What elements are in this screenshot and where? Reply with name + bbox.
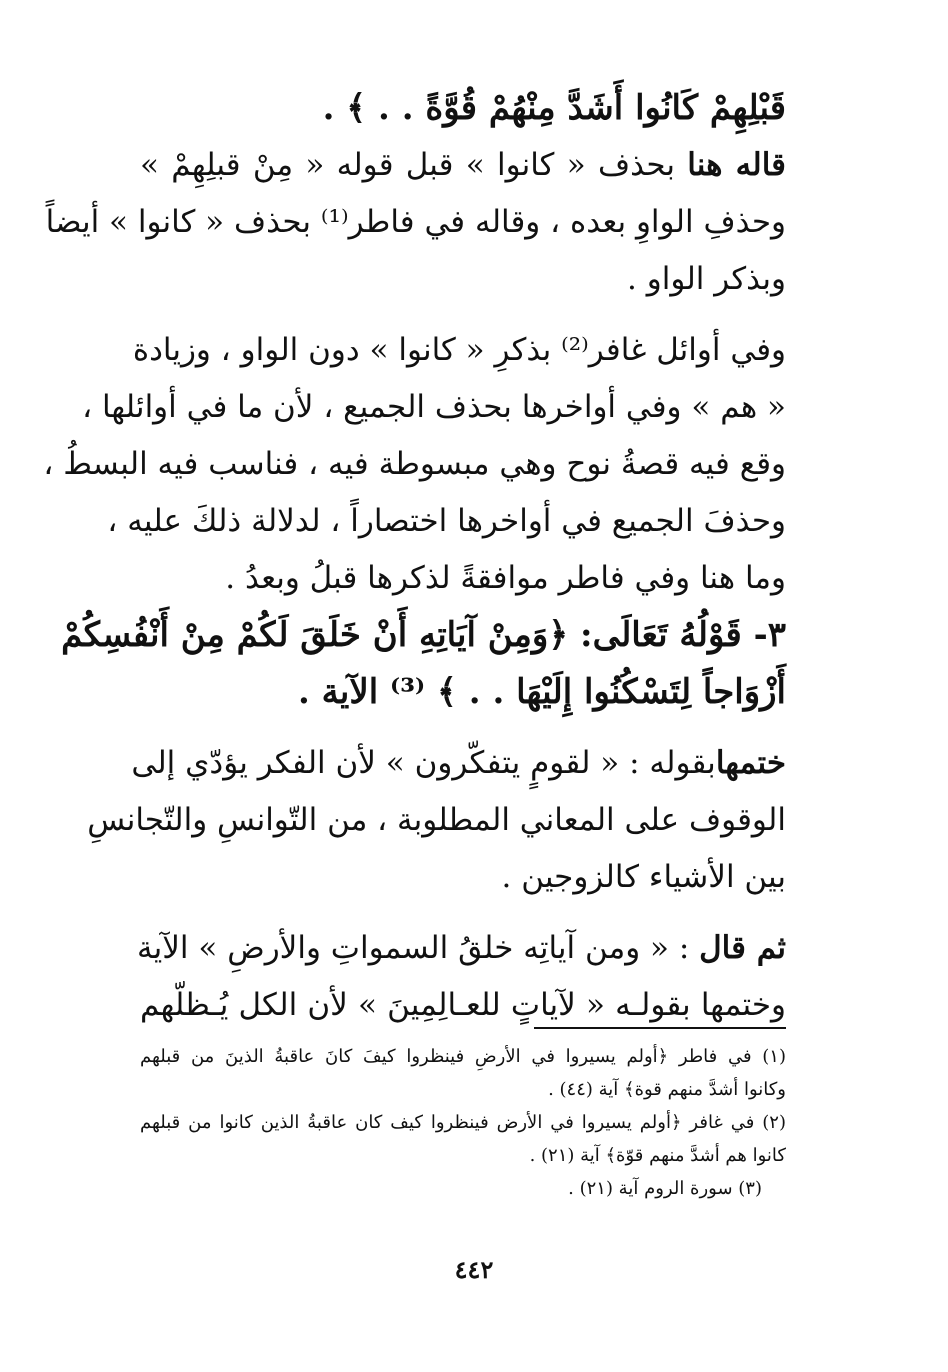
page-number: ٤٤٢ bbox=[454, 1255, 494, 1284]
text-line bbox=[140, 137, 786, 194]
text-line bbox=[131, 735, 786, 792]
text-segment: بحذف « كانوا » قبل قوله « مِنْ قبلِهِمْ » bbox=[140, 147, 676, 183]
text-line: وفي أوائل غافر⁽²⁾ بذكرِ « كانوا » دون الواو ، وزيادة bbox=[132, 332, 786, 368]
text-line: وقع فيه قصةُ نوح وهي مبسوطة فيه ، فناسب فيه البسطُ ، bbox=[43, 446, 786, 482]
text-line bbox=[137, 920, 786, 977]
text-line: وختمها بقولـه « لآياتٍ للعـالِمِينَ » لأن الكل يُـظلّهم bbox=[140, 987, 786, 1023]
footnote-line: كانوا هم أشدَّ منهم قوّة﴾ آية (٢١) . bbox=[529, 1145, 786, 1166]
footnote-divider bbox=[534, 1027, 786, 1029]
footnote-line: (٣) سورة الروم آية (٢١) . bbox=[568, 1178, 762, 1199]
lead-word: قاله هنا bbox=[687, 147, 786, 183]
main-text bbox=[43, 80, 786, 1034]
text-line: وحذفَ الجميع في أواخرها اختصاراً ، لدلالة ذلكَ عليه ، bbox=[107, 503, 786, 539]
footnote-line: (٢) في غافر ﴿أولم يسيروا في الأرض فينظروا كيف كان عاقبةُ الذين كانوا من قبلهم bbox=[140, 1112, 786, 1133]
footnotes bbox=[140, 1040, 786, 1205]
verse-line: ٣- قَوْلُهُ تَعَالَى: ﴿وَمِنْ آيَاتِهِ أَنْ خَلَقَ لَكُمْ مِنْ أَنْفُسِكُمْ bbox=[61, 615, 786, 655]
text-line: الوقوف على المعاني المطلوبة ، من التّوانسِ والتّجانسِ bbox=[87, 802, 786, 838]
footnote-line: وكانوا أشدَّ منهم قوة﴾ آية (٤٤) . bbox=[548, 1079, 786, 1100]
verse-line: قَبْلِهِمْ كَانُوا أَشَدَّ مِنْهُمْ قُوَّةً . . ﴾ . bbox=[322, 88, 786, 128]
text-line: وما هنا وفي فاطر موافقةً لذكرها قبلُ وبعدُ . bbox=[225, 560, 786, 596]
lead-word: ختمها bbox=[715, 745, 786, 781]
text-line: « هم » وفي أواخرها بحذف الجميع ، لأن ما في أوائلها ، bbox=[82, 389, 786, 425]
text-segment: : « ومن آياتِه خلقُ السمواتِ والأرضِ » الآية bbox=[137, 930, 690, 966]
footnote-line: (١) في فاطر ﴿أولم يسيروا في الأرضِ فينظروا كيفَ كانَ عاقبةُ الذينَ من قبلهم bbox=[140, 1046, 786, 1067]
text-line: وحذفِ الواوِ بعده ، وقاله في فاطر⁽¹⁾ بحذف « كانوا » أيضاً bbox=[45, 204, 786, 240]
text-line: بين الأشياء كالزوجين . bbox=[501, 859, 786, 895]
lead-word: ثم قال bbox=[699, 930, 786, 966]
verse-line: أَزْوَاجاً لِتَسْكُنُوا إِلَيْهَا . . ﴾ ⁽³⁾ الآية . bbox=[297, 672, 786, 712]
text-segment: بقوله : « لقومٍ يتفكّرون » لأن الفكر يؤدّي إلى bbox=[131, 745, 716, 781]
text-line: وبذكر الواو . bbox=[627, 261, 786, 297]
